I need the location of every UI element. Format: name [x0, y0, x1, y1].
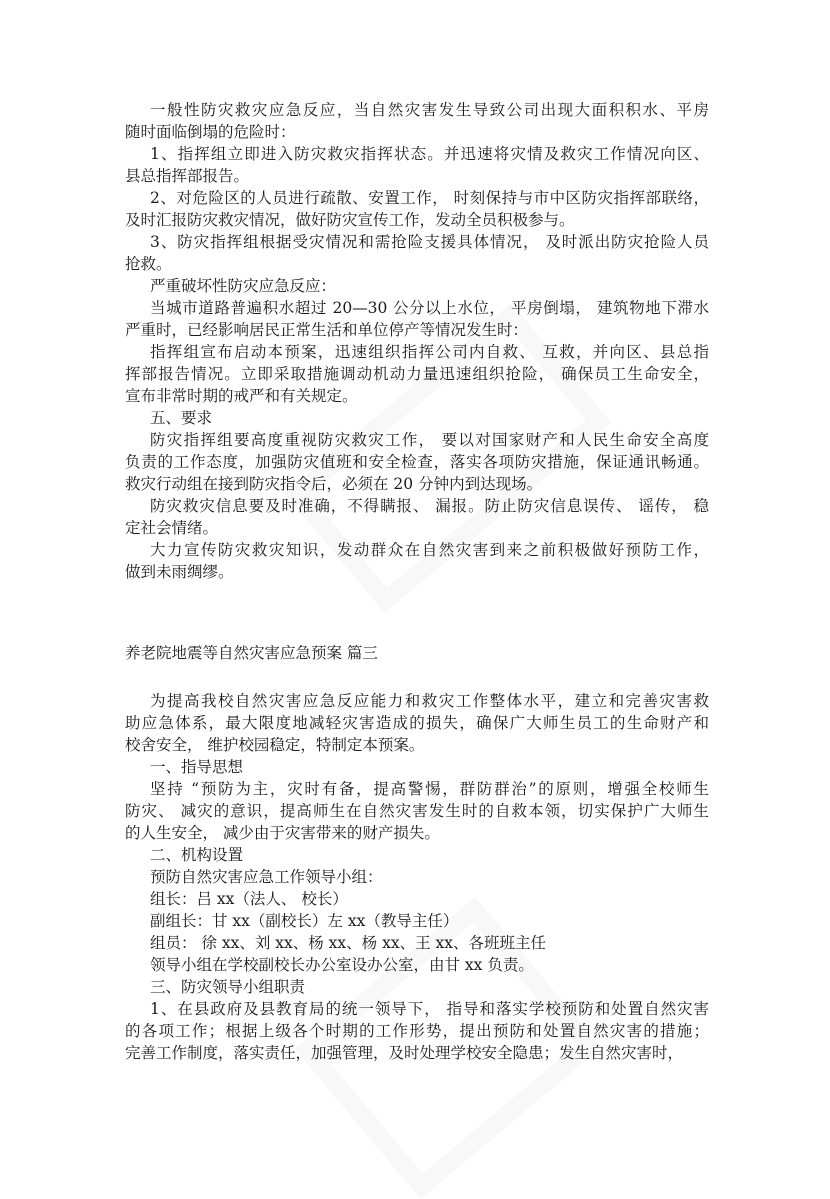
text-line: 当城市道路普遍积水超过 20—30 公分以上水位， 平房倒塌， 建筑物地下滞水	[150, 299, 709, 317]
text-line: 助应急体系，最大限度地减轻灾害造成的损失，确保广大师生员工的生命财产和	[125, 714, 709, 732]
text-line: 预防自然灾害应急工作领导小组：	[150, 868, 383, 886]
paragraph	[125, 495, 709, 539]
text-line: 的人生安全， 减少由于灾害带来的财产损失。	[125, 824, 440, 842]
paragraph	[125, 844, 709, 866]
text-line: 大力宣传防灾救灾知识，发动群众在自然灾害到来之前积极做好预防工作，	[150, 541, 709, 559]
paragraph	[125, 429, 709, 495]
text-line: 五、要求	[150, 409, 213, 427]
document-page	[125, 99, 709, 1064]
text-line: 防灾指挥组要高度重视防灾救灾工作， 要以对国家财产和人民生命安全高度	[150, 431, 709, 449]
paragraph	[125, 231, 709, 275]
text-line: 防灾救灾信息要及时准确，不得瞒报、 漏报。防止防灾信息误传、 谣传， 稳	[150, 497, 709, 515]
text-line: 副组长：甘 xx（副校长）左 xx（教导主任）	[150, 912, 459, 930]
paragraph	[125, 998, 709, 1064]
text-line: 随时面临倒塌的危险时：	[125, 123, 296, 141]
paragraph	[125, 888, 709, 910]
text-line: 指挥组宣布启动本预案，迅速组织指挥公司内自救、 互救，并向区、县总指	[150, 343, 709, 361]
paragraph	[125, 341, 709, 407]
text-line: 一、指导思想	[150, 758, 244, 776]
paragraph	[125, 756, 709, 778]
text-line: 坚持 “预防为主，灾时有备，提高警惕，群防群治”的原则，增强全校师生	[150, 780, 709, 798]
paragraph	[125, 99, 709, 143]
document-title: 养老院地震等自然灾害应急预案 篇三	[125, 644, 378, 662]
paragraph	[125, 954, 709, 976]
text-line: 防灾、 减灾的意识，提高师生在自然灾害发生时的自救本领，切实保护广大师生	[125, 802, 709, 820]
text-line: 组长：吕 xx（法人、 校长）	[150, 890, 348, 908]
text-line: 3、防灾指挥组根据受灾情况和需抢险支援具体情况， 及时派出防灾抢险人员	[150, 233, 709, 251]
text-line: 抢救。	[125, 255, 172, 273]
text-line: 三、防灾领导小组职责	[150, 978, 306, 996]
paragraph	[125, 143, 709, 187]
section-disaster-response	[125, 99, 709, 583]
paragraph	[125, 778, 709, 844]
text-line: 为提高我校自然灾害应急反应能力和救灾工作整体水平，建立和完善灾害救	[150, 692, 709, 710]
text-line: 校舍安全， 维护校园稳定，特制定本预案。	[125, 736, 425, 754]
text-line: 的各项工作；根据上级各个时期的工作形势，提出预防和处置自然灾害的措施；	[125, 1022, 709, 1040]
text-line: 严重破坏性防灾应急反应：	[150, 277, 337, 295]
text-line: 定社会情绪。	[125, 519, 219, 537]
paragraph	[125, 866, 709, 888]
text-line: 严重时，已经影响居民正常生活和单位停产等情况发生时：	[125, 321, 529, 339]
paragraph	[125, 976, 709, 998]
paragraph	[125, 187, 709, 231]
text-line: 完善工作制度，落实责任，加强管理，及时处理学校安全隐患；发生自然灾害时，	[125, 1044, 684, 1062]
text-line: 组员： 徐 xx、刘 xx、杨 xx、杨 xx、王 xx、各班班主任	[150, 934, 546, 952]
text-line: 负责的工作态度，加强防灾值班和安全检查，落实各项防灾措施，保证通讯畅通。	[125, 453, 709, 471]
paragraph	[125, 690, 709, 756]
paragraph	[125, 932, 709, 954]
text-line: 2、对危险区的人员进行疏散、安置工作， 时刻保持与市中区防灾指挥部联络，	[150, 189, 709, 207]
text-line: 宣布非常时期的戒严和有关规定。	[125, 387, 358, 405]
text-line: 县总指挥部报告。	[125, 167, 250, 185]
text-line: 挥部报告情况。立即采取措施调动机动力量迅速组织抢险， 确保员工生命安全，	[125, 365, 709, 383]
text-line: 1、指挥组立即进入防灾救灾指挥状态。并迅速将灾情及救灾工作情况向区、	[150, 145, 709, 163]
text-line: 救灾行动组在接到防灾指令后，必须在 20 分钟内到达现场。	[125, 475, 543, 493]
text-line: 二、机构设置	[150, 846, 244, 864]
text-line: 做到未雨绸缪。	[125, 563, 234, 581]
paragraph	[125, 275, 709, 297]
paragraph	[125, 910, 709, 932]
text-line: 1、在县政府及县教育局的统一领导下， 指导和落实学校预防和处置自然灾害	[150, 1000, 709, 1018]
paragraph	[125, 297, 709, 341]
section-school-plan	[125, 690, 709, 1064]
text-line: 领导小组在学校副校长办公室设办公室，由甘 xx 负责。	[150, 956, 534, 974]
text-line: 一般性防灾救灾应急反应，当自然灾害发生导致公司出现大面积积水、平房	[150, 101, 709, 119]
paragraph	[125, 407, 709, 429]
text-line: 及时汇报防灾救灾情况，做好防灾宣传工作，发动全员积极参与。	[125, 211, 575, 229]
paragraph	[125, 539, 709, 583]
